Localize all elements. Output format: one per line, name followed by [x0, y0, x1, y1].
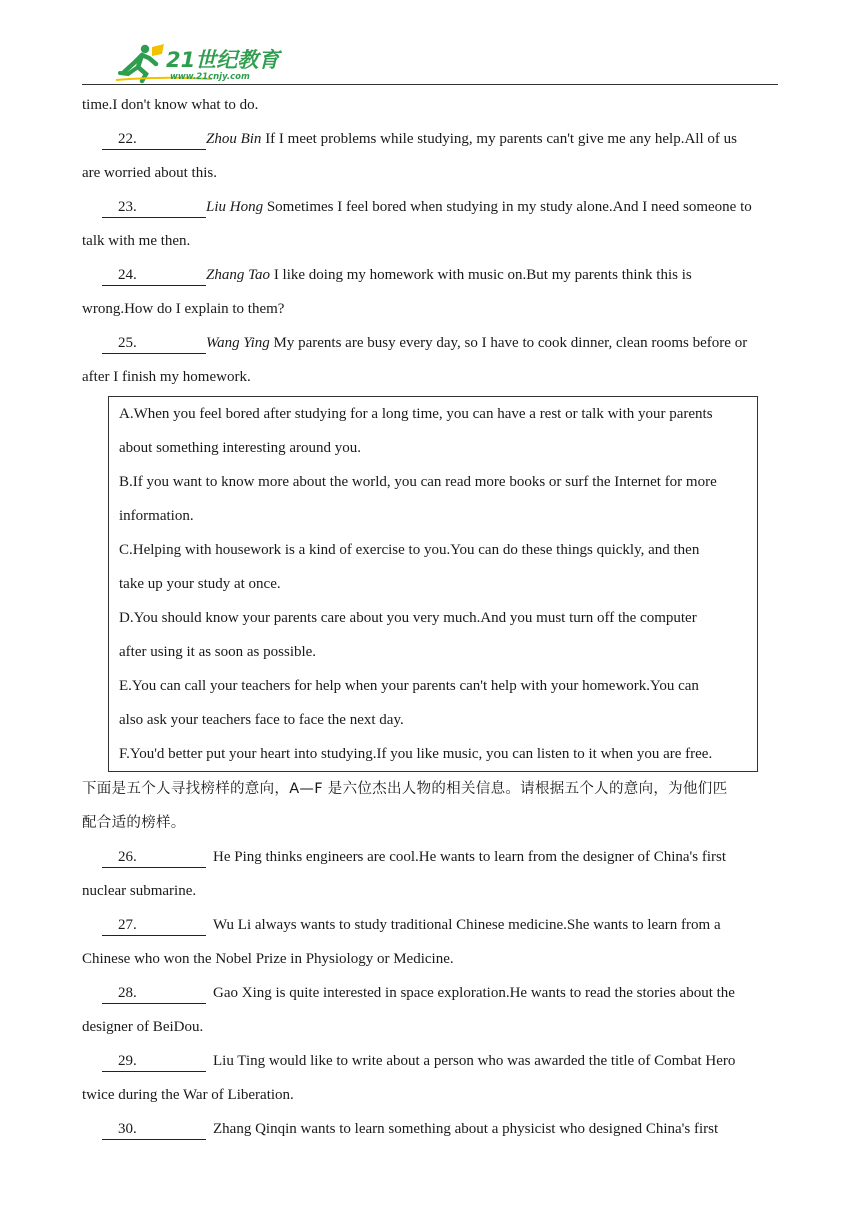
option-d-cont: after using it as soon as possible.	[119, 644, 317, 660]
question-29	[82, 1044, 780, 1112]
question-text: Wu Li always wants to study traditional Chinese medicine.She wants to learn from a	[213, 917, 721, 933]
question-text: I like doing my homework with music on.But my parents think this is	[270, 267, 692, 283]
question-text-cont: nuclear submarine.	[82, 883, 197, 899]
logo-url-text: www.21cnjy.com	[170, 72, 250, 82]
question-28	[82, 976, 780, 1044]
option-d: D.You should know your parents care about you very much.And you must turn off the computer	[119, 610, 697, 626]
question-27	[82, 908, 780, 976]
question-26	[82, 840, 780, 908]
answer-blank[interactable]: 30.	[102, 1119, 206, 1140]
option-a: A.When you feel bored after studying for a long time, you can have a rest or talk with your parents	[119, 406, 713, 422]
question-text-cont: talk with me then.	[82, 233, 191, 249]
question-text: Liu Ting would like to write about a person who was awarded the title of Combat Hero	[213, 1053, 736, 1069]
option-c-cont: take up your study at once.	[119, 576, 281, 592]
answer-blank[interactable]: 24.	[102, 265, 206, 286]
option-c: C.Helping with housework is a kind of exercise to you.You can do these things quickly, and then	[119, 542, 700, 558]
question-text-cont: twice during the War of Liberation.	[82, 1087, 294, 1103]
person-name: Zhou Bin	[206, 131, 262, 147]
person-name: Zhang Tao	[206, 267, 271, 283]
option-f: F.You'd better put your heart into studying.If you like music, you can listen to it when you are free.	[119, 746, 713, 762]
question-text: Zhang Qinqin wants to learn something about a physicist who designed China's first	[213, 1121, 719, 1137]
question-text-cont: Chinese who won the Nobel Prize in Physiology or Medicine.	[82, 951, 454, 967]
options-box	[108, 396, 758, 772]
question-23	[82, 190, 780, 258]
question-text-cont: after I finish my homework.	[82, 369, 251, 385]
person-name: Wang Ying	[206, 335, 270, 351]
option-a-cont: about something interesting around you.	[119, 440, 362, 456]
question-25	[82, 326, 780, 394]
page-content	[82, 88, 780, 1146]
question-text-cont: designer of BeiDou.	[82, 1019, 204, 1035]
answer-blank[interactable]: 26.	[102, 847, 206, 868]
answer-blank[interactable]: 23.	[102, 197, 206, 218]
intro-tail: time.I don't know what to do.	[82, 97, 259, 113]
logo-main-text: 21世纪教育	[166, 48, 280, 72]
question-text-cont: wrong.How do I explain to them?	[82, 301, 285, 317]
answer-blank[interactable]: 25.	[102, 333, 206, 354]
section-instructions-cont: 配合适的榜样。	[82, 815, 186, 831]
question-24	[82, 258, 780, 326]
answer-blank[interactable]: 28.	[102, 983, 206, 1004]
option-b-cont: information.	[119, 508, 194, 524]
option-b: B.If you want to know more about the world, you can read more books or surf the Internet for more	[119, 474, 717, 490]
person-name: Liu Hong	[206, 199, 264, 215]
header-rule	[82, 84, 778, 85]
answer-blank[interactable]: 29.	[102, 1051, 206, 1072]
site-logo	[102, 40, 282, 84]
question-22	[82, 122, 780, 190]
question-30	[82, 1112, 780, 1146]
section-instructions: 下面是五个人寻找榜样的意向，A—F 是六位杰出人物的相关信息。请根据五个人的意向，为他们匹	[82, 781, 728, 797]
question-text: My parents are busy every day, so I have to cook dinner, clean rooms before or	[269, 335, 748, 351]
question-text-cont: are worried about this.	[82, 165, 217, 181]
answer-blank[interactable]: 27.	[102, 915, 206, 936]
option-e-cont: also ask your teachers face to face the next day.	[119, 712, 404, 728]
option-e: E.You can call your teachers for help when your parents can't help with your homework.You can	[119, 678, 699, 694]
page-header	[82, 40, 778, 86]
answer-blank[interactable]: 22.	[102, 129, 206, 150]
question-text: He Ping thinks engineers are cool.He wants to learn from the designer of China's first	[213, 849, 726, 865]
question-text: If I meet problems while studying, my parents can't give me any help.All of us	[261, 131, 737, 147]
question-text: Sometimes I feel bored when studying in my study alone.And I need someone to	[263, 199, 752, 215]
question-text: Gao Xing is quite interested in space exploration.He wants to read the stories about the	[213, 985, 735, 1001]
